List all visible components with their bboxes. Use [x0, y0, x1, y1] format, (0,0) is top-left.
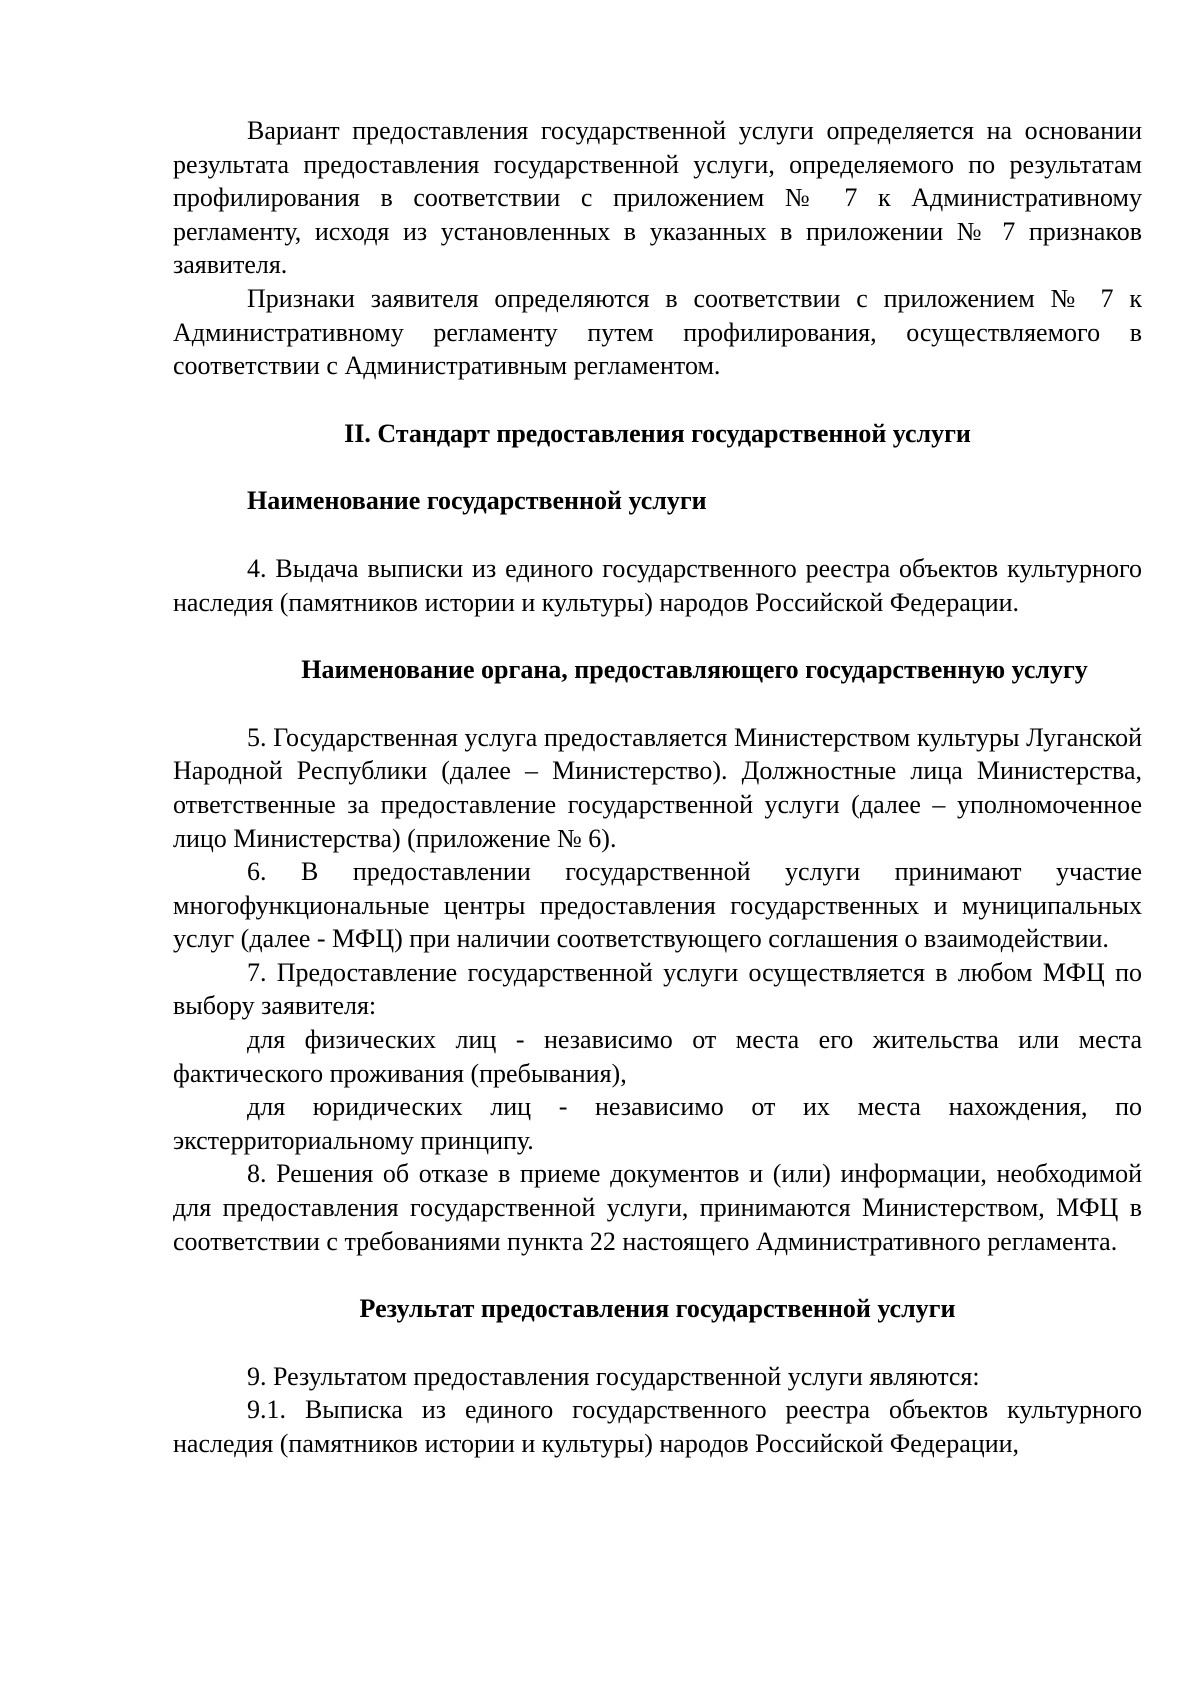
paragraph-7: 7. Предоставление государственной услуги осуществляется в любом МФЦ по выбору заявителя:	[173, 957, 1142, 1021]
heading-service-name: Наименование государственной услуги	[247, 486, 707, 516]
paragraph-7-individuals: для физических лиц - независимо от места его жительства или места фактического проживания (пребывания),	[173, 1025, 1142, 1088]
paragraph-applicant-signs: Признаки заявителя определяются в соответствии с приложением № 7 к Административному регламенту путем профилирования, осуществляемого в соответствии с Административным регламентом.	[173, 283, 1142, 381]
paragraph-9: 9. Результатом предоставления государственной услуги являются:	[247, 1361, 980, 1391]
heading-result: Результат предоставления государственной услуги	[359, 1294, 956, 1324]
heading-organ: Наименование органа, предоставляющего государственную услугу	[301, 655, 1088, 685]
paragraph-6: 6. В предоставлении государственной услуги принимают участие многофункциональные центры предоставления государственных и муниципальных услуг (далее - МФЦ) при наличии соответствующего соглашения о взаимодействии.	[173, 857, 1142, 954]
paragraph-9-1: 9.1. Выписка из единого государственного реестра объектов культурного наследия (памятников истории и культуры) народов Российской Федерации,	[173, 1395, 1142, 1458]
paragraph-5: 5. Государственная услуга предоставляется Министерством культуры Луганской Народной Республики (далее – Министерство). Должностные лица Министерства, ответственные за предоставление государственной услуги (далее – уполномоченное лицо Министерства) (приложение № 6).	[173, 722, 1142, 853]
section-title: II. Стандарт предоставления государственной услуги	[344, 418, 971, 448]
paragraph-4: 4. Выдача выписки из единого государственного реестра объектов культурного наследия (памятников истории и культуры) народов Российской Федерации.	[173, 553, 1142, 617]
paragraph-8: 8. Решения об отказе в приеме документов и (или) информации, необходимой для предоставления государственной услуги, принимаются Министерством, МФЦ в соответствии с требованиями пункта 22 настоящего Административного регламента.	[173, 1159, 1142, 1256]
paragraph-7-legal-entities: для юридических лиц - независимо от их места нахождения, по экстерриториальному принципу.	[173, 1092, 1142, 1155]
paragraph-variant: Вариант предоставления государственной услуги определяется на основании результата предоставления государственной услуги, определяемого по результатам профилирования в соответствии с приложением № 7 к Административному регламенту, исходя из установленных в указанных в приложении № 7 признаков заявителя.	[173, 116, 1142, 280]
